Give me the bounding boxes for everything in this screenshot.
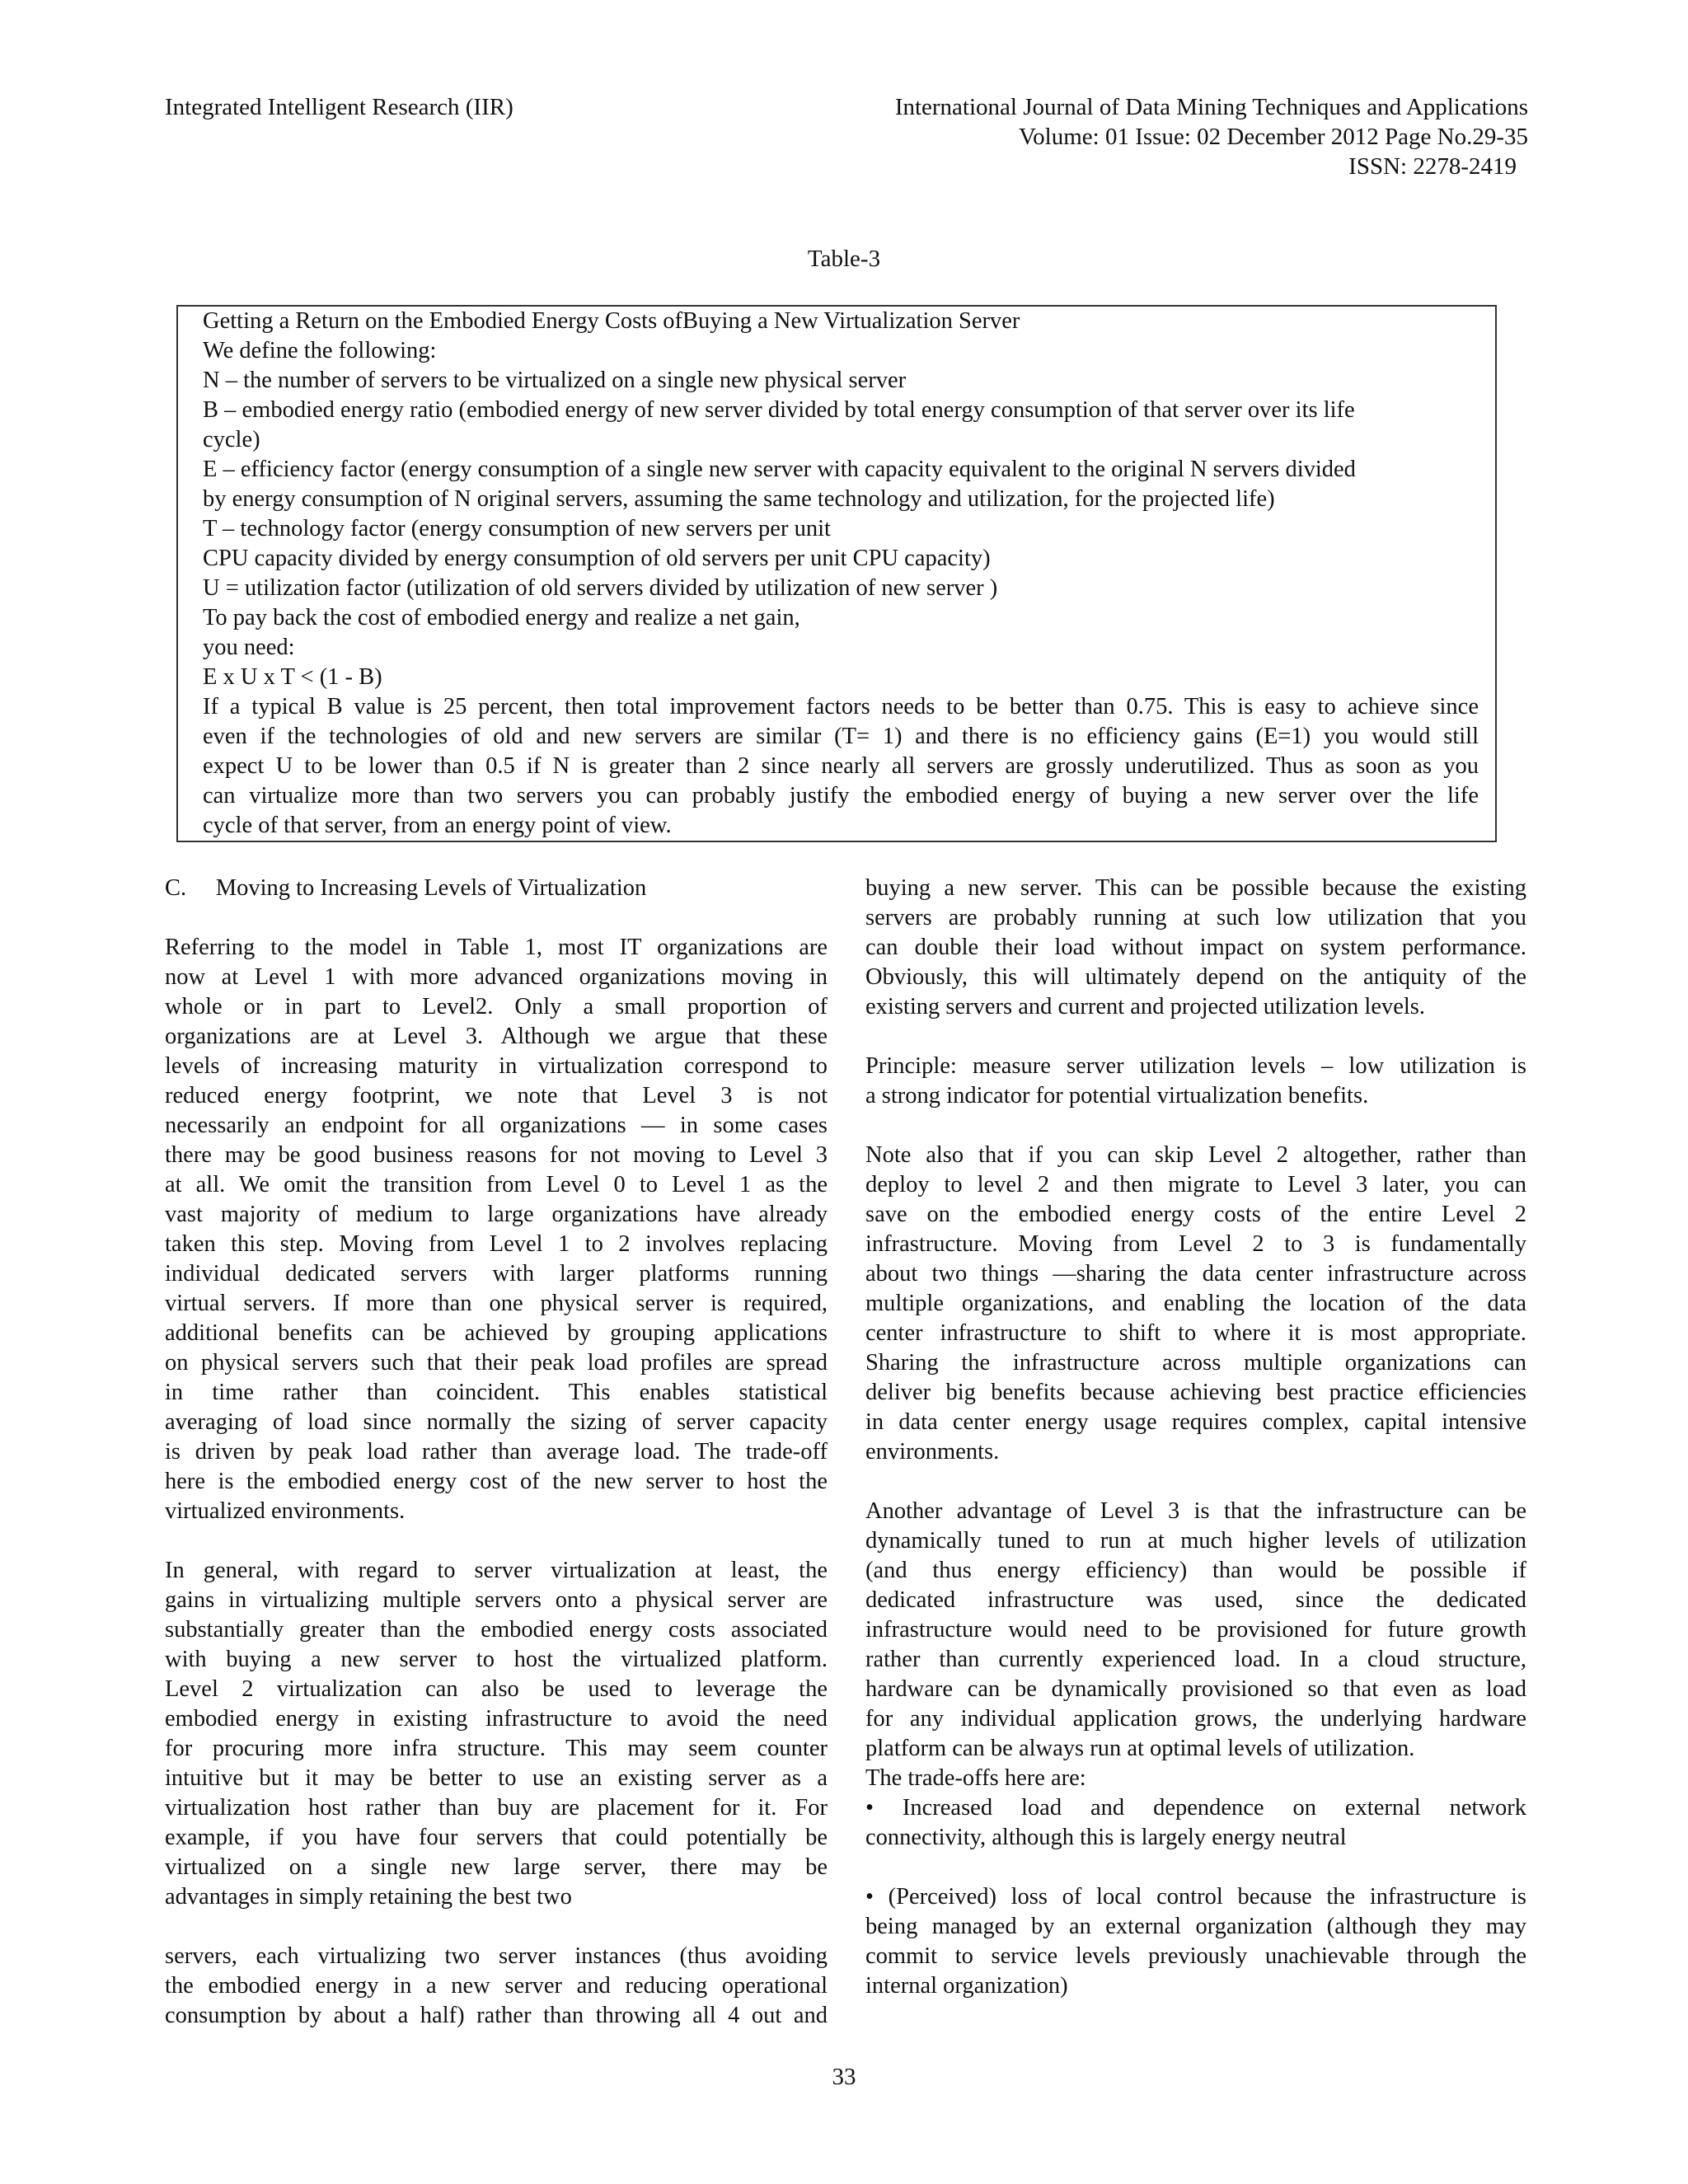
table-line: E x U x T < (1 - B) bbox=[203, 664, 382, 690]
text-line: here is the embodied energy cost of the new server to host the bbox=[165, 1469, 828, 1494]
text-line: is driven by peak load rather than average load. The trade-off bbox=[165, 1439, 828, 1465]
table-line: To pay back the cost of embodied energy and realize a net gain, bbox=[203, 605, 800, 630]
text-line: servers, each virtualizing two server instances (thus avoiding bbox=[165, 1943, 828, 1969]
text-line: hardware can be dynamically provisioned so that even as load bbox=[865, 1676, 1526, 1702]
table-line: E – efficiency factor (energy consumption of a single new server with capacity equivalent to the original N servers divided bbox=[203, 457, 1356, 482]
paragraph bbox=[865, 1497, 1526, 1853]
paragraph bbox=[865, 1882, 1526, 2001]
text-line: for procuring more infra structure. This may seem counter bbox=[165, 1736, 828, 1761]
table-line: cycle) bbox=[203, 427, 260, 452]
text-line: can double their load without impact on system performance. bbox=[865, 935, 1526, 960]
table-line: cycle of that server, from an energy point of view. bbox=[203, 813, 672, 838]
text-line: virtualized environments. bbox=[165, 1498, 406, 1524]
text-line: dedicated infrastructure was used, since the dedicated bbox=[865, 1587, 1526, 1613]
text-line: connectivity, although this is largely energy neutral bbox=[865, 1825, 1347, 1850]
table-line: CPU capacity divided by energy consumption of old servers per unit CPU capacity) bbox=[203, 546, 991, 571]
text-line: servers are probably running at such low utilization that you bbox=[865, 905, 1526, 930]
text-line: being managed by an external organization (although they may bbox=[865, 1914, 1526, 1939]
text-line: Another advantage of Level 3 is that the infrastructure can be bbox=[865, 1498, 1526, 1524]
table-line: T – technology factor (energy consumption of new servers per unit bbox=[203, 516, 831, 541]
table-line: N – the number of servers to be virtualized on a single new physical server bbox=[203, 368, 907, 393]
text-line: multiple organizations, and enabling the location of the data bbox=[865, 1291, 1526, 1316]
right-column bbox=[865, 874, 1526, 2001]
text-line: intuitive but it may be better to use an existing server as a bbox=[165, 1765, 828, 1791]
journal-issn: ISSN: 2278-2419 bbox=[1348, 153, 1517, 180]
text-line: infrastructure would need to be provisioned for future growth bbox=[865, 1617, 1526, 1643]
text-line: virtualization host rather than buy are placement for it. For bbox=[165, 1795, 828, 1821]
paragraph bbox=[165, 1556, 828, 1912]
table-line: U = utilization factor (utilization of old servers divided by utilization of new server ) bbox=[203, 575, 998, 601]
text-line: embodied energy in existing infrastructure to avoid the need bbox=[165, 1706, 828, 1732]
table-line: expect U to be lower than 0.5 if N is greater than 2 since nearly all servers are grossly underutilized. Thus as soon as you bbox=[203, 753, 1479, 779]
table-line: Getting a Return on the Embodied Energy Costs ofBuying a New Virtualization Server bbox=[203, 308, 1020, 334]
table-conclusion bbox=[203, 692, 1479, 841]
table-line: can virtualize more than two servers you can probably justify the embodied energy of buying a new server over the life bbox=[203, 783, 1479, 808]
text-line: necessarily an endpoint for all organizations — in some cases bbox=[165, 1113, 828, 1138]
text-line: gains in virtualizing multiple servers onto a physical server are bbox=[165, 1587, 828, 1613]
journal-publisher: Integrated Intelligent Research (IIR) bbox=[165, 94, 513, 120]
text-line: rather than currently experienced load. In a cloud structure, bbox=[865, 1647, 1526, 1672]
text-line: platform can be always run at optimal levels of utilization. bbox=[865, 1736, 1415, 1761]
text-line: virtualized on a single new large server, there may be bbox=[165, 1854, 828, 1880]
table-line: by energy consumption of N original servers, assuming the same technology and utilization, for the projected life) bbox=[203, 486, 1275, 512]
page-number: 33 bbox=[832, 2064, 856, 2090]
text-line: virtual servers. If more than one physical server is required, bbox=[165, 1291, 828, 1316]
text-line: • (Perceived) loss of local control because the infrastructure is bbox=[865, 1884, 1526, 1910]
text-line: the embodied energy in a new server and reducing operational bbox=[165, 1973, 828, 1999]
text-line: vast majority of medium to large organizations have already bbox=[165, 1202, 828, 1227]
text-line: dynamically tuned to run at much higher levels of utilization bbox=[865, 1528, 1526, 1554]
text-line: The trade-offs here are: bbox=[865, 1765, 1086, 1791]
text-line: commit to service levels previously unachievable through the bbox=[865, 1943, 1526, 1969]
journal-volume: Volume: 01 Issue: 02 December 2012 Page No.29-35 bbox=[1018, 124, 1528, 150]
text-line: for any individual application grows, the underlying hardware bbox=[865, 1706, 1526, 1732]
table-line: you need: bbox=[203, 635, 295, 660]
table-definitions bbox=[203, 307, 1479, 692]
text-line: Level 2 virtualization can also be used to leverage the bbox=[165, 1676, 828, 1702]
section-heading: C. Moving to Increasing Levels of Virtualization bbox=[165, 875, 647, 901]
text-line: infrastructure. Moving from Level 2 to 3 is fundamentally bbox=[865, 1231, 1526, 1257]
text-line: save on the embodied energy costs of the entire Level 2 bbox=[865, 1202, 1526, 1227]
text-line: Principle: measure server utilization levels – low utilization is bbox=[865, 1053, 1526, 1079]
text-line: center infrastructure to shift to where it is most appropriate. bbox=[865, 1320, 1526, 1346]
paragraph bbox=[865, 874, 1526, 1022]
text-line: Sharing the infrastructure across multiple organizations can bbox=[865, 1350, 1526, 1376]
table-line: B – embodied energy ratio (embodied energy of new server divided by total energy consumption of that server over its life bbox=[203, 397, 1355, 423]
journal-info bbox=[704, 92, 1528, 181]
table-line: even if the technologies of old and new servers are similar (T= 1) and there is no efficiency gains (E=1) you would still bbox=[203, 724, 1479, 749]
text-line: example, if you have four servers that could potentially be bbox=[165, 1825, 828, 1850]
journal-title: International Journal of Data Mining Techniques and Applications bbox=[894, 94, 1528, 120]
text-line: in time rather than coincident. This enables statistical bbox=[165, 1380, 828, 1405]
text-line: advantages in simply retaining the best two bbox=[165, 1884, 572, 1910]
text-line: • Increased load and dependence on external network bbox=[865, 1795, 1526, 1821]
paragraph bbox=[865, 1141, 1526, 1467]
text-line: a strong indicator for potential virtualization benefits. bbox=[865, 1083, 1369, 1108]
text-line: deploy to level 2 and then migrate to Level 3 later, you can bbox=[865, 1172, 1526, 1197]
text-line: on physical servers such that their peak load profiles are spread bbox=[165, 1350, 828, 1376]
text-line: environments. bbox=[865, 1439, 1000, 1465]
left-column bbox=[165, 874, 828, 2031]
text-line: consumption by about a half) rather than throwing all 4 out and bbox=[165, 2003, 828, 2028]
text-line: additional benefits can be achieved by grouping applications bbox=[165, 1320, 828, 1346]
text-line: substantially greater than the embodied energy costs associated bbox=[165, 1617, 828, 1643]
text-line: Referring to the model in Table 1, most IT organizations are bbox=[165, 935, 828, 960]
text-line: now at Level 1 with more advanced organizations moving in bbox=[165, 964, 828, 990]
text-line: Obviously, this will ultimately depend on the antiquity of the bbox=[865, 964, 1526, 990]
paragraph bbox=[165, 1942, 828, 2031]
text-line: internal organization) bbox=[865, 1973, 1068, 1999]
table-line: If a typical B value is 25 percent, then total improvement factors needs to be better than 0.75. This is easy to achieve since bbox=[203, 694, 1479, 719]
table-line: We define the following: bbox=[203, 338, 437, 363]
text-line: existing servers and current and projected utilization levels. bbox=[865, 994, 1426, 1019]
text-line: in data center energy usage requires complex, capital intensive bbox=[865, 1409, 1526, 1435]
text-line: buying a new server. This can be possible because the existing bbox=[865, 875, 1526, 901]
text-line: levels of increasing maturity in virtualization correspond to bbox=[165, 1053, 828, 1079]
text-line: deliver big benefits because achieving best practice efficiencies bbox=[865, 1380, 1526, 1405]
text-line: there may be good business reasons for not moving to Level 3 bbox=[165, 1142, 828, 1168]
paragraph bbox=[865, 1052, 1526, 1111]
text-line: (and thus energy efficiency) than would be possible if bbox=[865, 1558, 1526, 1583]
table-box bbox=[176, 305, 1497, 842]
text-line: about two things —sharing the data center infrastructure across bbox=[865, 1261, 1526, 1286]
text-line: at all. We omit the transition from Level 0 to Level 1 as the bbox=[165, 1172, 828, 1197]
text-line: whole or in part to Level2. Only a small proportion of bbox=[165, 994, 828, 1019]
paragraph bbox=[165, 933, 828, 1526]
text-line: In general, with regard to server virtualization at least, the bbox=[165, 1558, 828, 1583]
text-line: Note also that if you can skip Level 2 altogether, rather than bbox=[865, 1142, 1526, 1168]
text-line: averaging of load since normally the sizing of server capacity bbox=[165, 1409, 828, 1435]
text-line: organizations are at Level 3. Although we argue that these bbox=[165, 1024, 828, 1049]
table-caption: Table-3 bbox=[807, 246, 881, 272]
text-line: individual dedicated servers with larger platforms running bbox=[165, 1261, 828, 1286]
text-line: taken this step. Moving from Level 1 to 2 involves replacing bbox=[165, 1231, 828, 1257]
text-line: with buying a new server to host the virtualized platform. bbox=[165, 1647, 828, 1672]
text-line: reduced energy footprint, we note that Level 3 is not bbox=[165, 1083, 828, 1108]
